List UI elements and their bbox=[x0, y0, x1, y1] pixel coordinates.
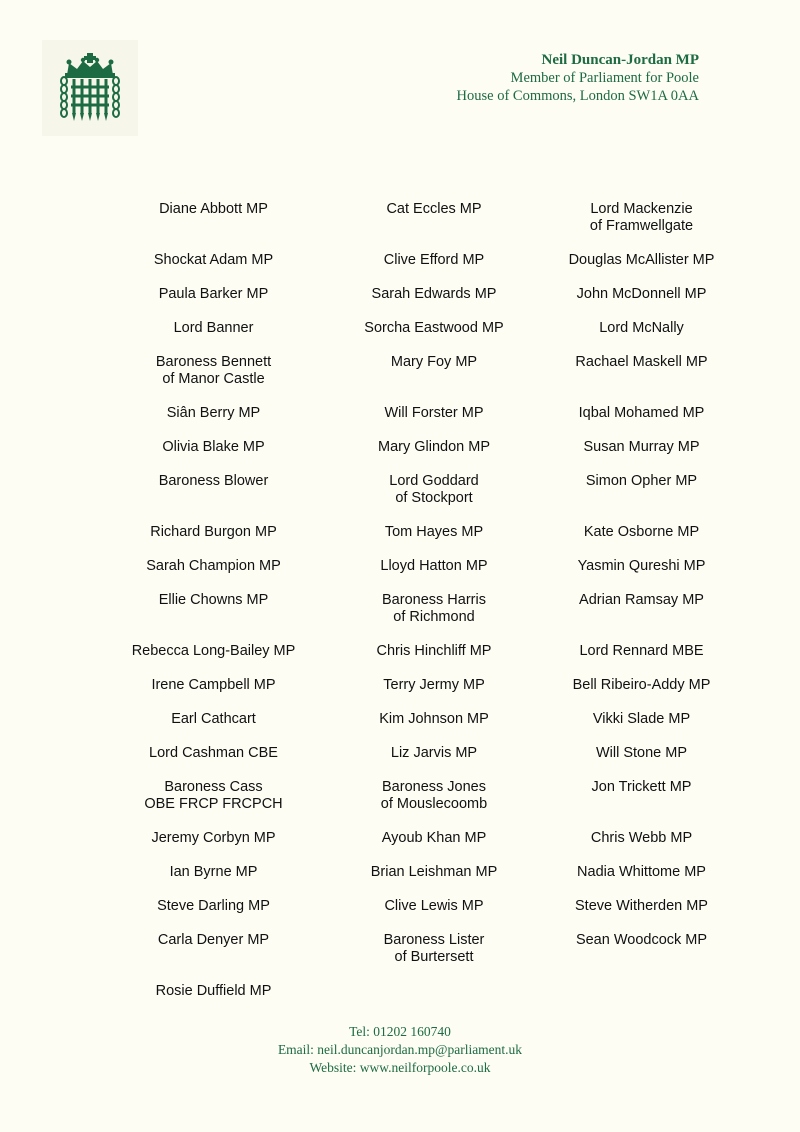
footer-website: Website: www.neilforpoole.co.uk bbox=[309, 1060, 491, 1075]
signatory-name: Susan Murray MP bbox=[583, 439, 700, 455]
signatory-name: Simon Opher MP bbox=[585, 473, 698, 489]
signatory-name: Siân Berry MP bbox=[166, 405, 261, 421]
signatory-name: Sean Woodcock MP bbox=[575, 932, 708, 948]
footer-phone: Tel: 01202 160740 bbox=[349, 1024, 451, 1039]
signatory-name: Baroness Harris of Richmond bbox=[382, 592, 486, 625]
signatory-name: Lord Cashman CBE bbox=[149, 745, 278, 761]
signatory-name: Kim Johnson MP bbox=[379, 711, 489, 727]
signatory-name: Lloyd Hatton MP bbox=[380, 558, 488, 574]
mp-role: Member of Parliament for Poole bbox=[510, 70, 699, 86]
signatory-name: Terry Jermy MP bbox=[383, 677, 485, 693]
signatory-row bbox=[113, 201, 753, 252]
signatory-name: Vikki Slade MP bbox=[592, 711, 691, 727]
signatory-name: Sorcha Eastwood MP bbox=[364, 320, 504, 336]
signatory-name: Ellie Chowns MP bbox=[158, 592, 269, 608]
signatory-name: Will Stone MP bbox=[595, 745, 688, 761]
signatory-row bbox=[113, 439, 753, 473]
signatory-name: Jon Trickett MP bbox=[591, 779, 692, 795]
signatory-row bbox=[113, 524, 753, 558]
signatory-name: Chris Webb MP bbox=[590, 830, 693, 846]
signatory-name: Brian Leishman MP bbox=[370, 864, 498, 880]
signatory-name: Yasmin Qureshi MP bbox=[577, 558, 706, 574]
signatory-name bbox=[554, 983, 729, 1017]
signatory-row bbox=[113, 252, 753, 286]
portcullis-icon bbox=[57, 51, 123, 125]
signatory-row bbox=[113, 830, 753, 864]
signatory-row bbox=[113, 711, 753, 745]
signatory-name: Cat Eccles MP bbox=[386, 201, 482, 217]
signatory-name: Rosie Duffield MP bbox=[155, 983, 272, 999]
signatory-name: Kate Osborne MP bbox=[583, 524, 700, 540]
signatory-name: Steve Witherden MP bbox=[575, 898, 708, 914]
signatory-row bbox=[113, 779, 753, 830]
parliament-logo bbox=[42, 40, 138, 136]
signatory-name: Adrian Ramsay MP bbox=[579, 592, 704, 608]
signatory-name: Paula Barker MP bbox=[158, 286, 269, 302]
signatory-name: Ian Byrne MP bbox=[169, 864, 258, 880]
signatory-name: Richard Burgon MP bbox=[150, 524, 277, 540]
signatory-name: Rebecca Long-Bailey MP bbox=[131, 643, 296, 659]
signatory-name: Irene Campbell MP bbox=[151, 677, 276, 693]
signatory-name: Mary Foy MP bbox=[390, 354, 478, 370]
signatory-row bbox=[113, 643, 753, 677]
signatory-row bbox=[113, 983, 753, 1017]
signatory-name: Rachael Maskell MP bbox=[575, 354, 708, 370]
letterhead bbox=[457, 51, 699, 105]
signatory-row bbox=[113, 354, 753, 405]
signatory-name: Olivia Blake MP bbox=[162, 439, 265, 455]
signatory-name: Lord Mackenzie of Framwellgate bbox=[589, 201, 694, 234]
signatory-name: Bell Ribeiro-Addy MP bbox=[572, 677, 711, 693]
signatory-name: Carla Denyer MP bbox=[157, 932, 270, 948]
signatory-name: Lord Goddard of Stockport bbox=[389, 473, 479, 506]
signatory-name: John McDonnell MP bbox=[576, 286, 707, 302]
signatory-name: Baroness Blower bbox=[158, 473, 269, 489]
signatory-name: Baroness Lister of Burtersett bbox=[383, 932, 485, 965]
signatory-name: Diane Abbott MP bbox=[159, 201, 268, 217]
signatory-name: Tom Hayes MP bbox=[384, 524, 484, 540]
signatory-name: Will Forster MP bbox=[384, 405, 484, 421]
signatory-name: Sarah Edwards MP bbox=[371, 286, 497, 302]
signatories-list bbox=[113, 201, 753, 1017]
mp-name: Neil Duncan-Jordan MP bbox=[541, 52, 699, 68]
signatory-name: Clive Lewis MP bbox=[384, 898, 484, 914]
signatory-name: Sarah Champion MP bbox=[146, 558, 281, 574]
mp-address: House of Commons, London SW1A 0AA bbox=[456, 88, 699, 104]
signatory-name: Shockat Adam MP bbox=[153, 252, 274, 268]
signatory-name: Baroness Cass OBE FRCP FRCPCH bbox=[144, 779, 283, 812]
signatory-row bbox=[113, 405, 753, 439]
signatory-name: Nadia Whittome MP bbox=[577, 864, 706, 880]
signatory-row bbox=[113, 320, 753, 354]
signatory-name: Liz Jarvis MP bbox=[390, 745, 478, 761]
signatory-name: Steve Darling MP bbox=[157, 898, 270, 914]
signatory-name: Lord Banner bbox=[173, 320, 254, 336]
signatory-name: Clive Efford MP bbox=[383, 252, 485, 268]
signatory-name: Earl Cathcart bbox=[171, 711, 256, 727]
signatory-name: Ayoub Khan MP bbox=[381, 830, 487, 846]
signatory-name: Chris Hinchliff MP bbox=[376, 643, 492, 659]
signatory-name: Baroness Bennett of Manor Castle bbox=[155, 354, 272, 387]
contact-footer bbox=[0, 1023, 800, 1077]
signatory-row bbox=[113, 473, 753, 524]
signatory-name: Baroness Jones of Mouslecoomb bbox=[380, 779, 488, 812]
signatory-name: Iqbal Mohamed MP bbox=[578, 405, 705, 421]
signatory-row bbox=[113, 286, 753, 320]
signatory-row bbox=[113, 898, 753, 932]
signatory-name: Lord McNally bbox=[599, 320, 684, 336]
signatory-row bbox=[113, 745, 753, 779]
footer-email: Email: neil.duncanjordan.mp@parliament.uk bbox=[277, 1042, 523, 1057]
signatory-row bbox=[113, 592, 753, 643]
signatory-name bbox=[314, 983, 554, 1017]
signatory-name: Mary Glindon MP bbox=[377, 439, 490, 455]
signatory-row bbox=[113, 677, 753, 711]
signatory-row bbox=[113, 932, 753, 983]
signatory-row bbox=[113, 558, 753, 592]
signatory-row bbox=[113, 864, 753, 898]
signatory-name: Lord Rennard MBE bbox=[579, 643, 704, 659]
signatory-name: Jeremy Corbyn MP bbox=[151, 830, 276, 846]
signatory-name: Douglas McAllister MP bbox=[568, 252, 715, 268]
